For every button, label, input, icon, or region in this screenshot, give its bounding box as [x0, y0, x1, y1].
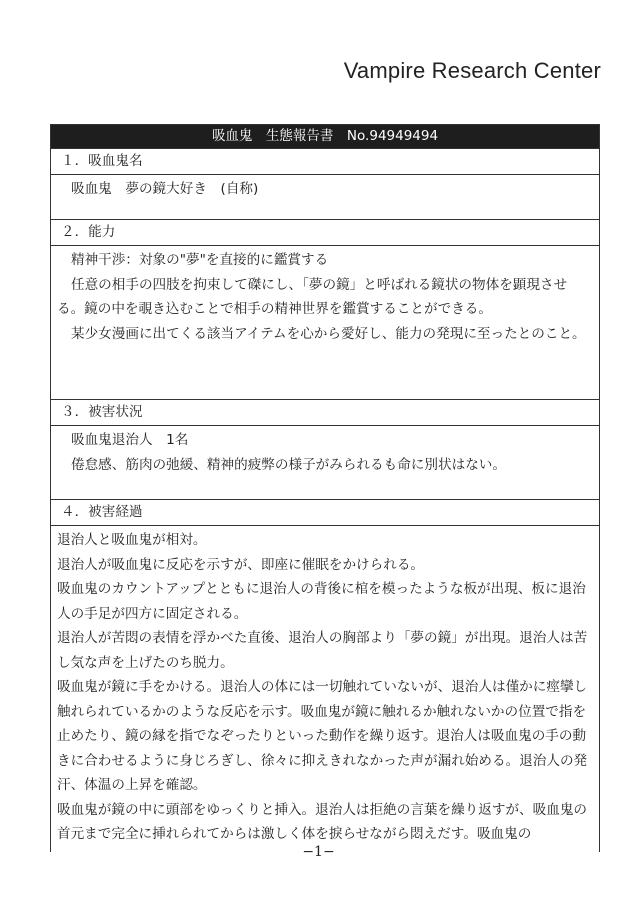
report-title: 吸血鬼 生態報告書 No.94949494 — [51, 125, 599, 148]
section-body-damage-status — [51, 426, 599, 499]
ability-line: 精神干渉：対象の"夢"を直接的に鑑賞する — [71, 252, 329, 268]
ability-paragraph: 某少女漫画に出てくる該当アイテムを心から愛好し、能力の発現に至ったとのこと。 — [71, 325, 586, 342]
damage-line: 倦怠感、筋肉の弛緩、精神的疲弊の様子がみられるも命に別状はない。 — [71, 456, 506, 473]
progress-paragraph: 退治人が苦悶の表情を浮かべた直後、退治人の胸部より「夢の鏡」が出現。退治人は苦し気な声を上げたのち脱力。 — [57, 630, 588, 671]
ability-paragraph: 任意の相手の四肢を拘束して磔にし、「夢の鏡」と呼ばれる鏡状の物体を顕現させる。鏡の中を覗き込むことで相手の精神世界を鑑賞することができる。 — [57, 276, 568, 317]
progress-paragraph: 退治人と吸血鬼が相対。 — [57, 532, 207, 548]
section-body-damage-progress — [51, 526, 599, 852]
section-body-vampire-name — [51, 175, 599, 219]
progress-paragraph: 吸血鬼が鏡の中に頭部をゆっくりと挿入。退治人は拒絶の言葉を繰り返すが、吸血鬼の首元まで完全に挿れられてからは激しく体を捩らせながら悶えだす。吸血鬼の — [57, 801, 588, 842]
section-heading-ability: ２．能力 — [51, 219, 599, 246]
report-form — [50, 124, 600, 852]
progress-paragraph: 吸血鬼のカウントアップとともに退治人の背後に棺を模ったような板が出現、板に退治人の手足が四方に固定される。 — [57, 581, 586, 622]
organization-name: Vampire Research Center — [343, 58, 601, 83]
section-body-ability — [51, 246, 599, 399]
section-heading-damage-status: ３．被害状況 — [51, 399, 599, 426]
section-heading-vampire-name: １．吸血鬼名 — [51, 148, 599, 175]
vampire-name-text: 吸血鬼 夢の鏡大好き (自称) — [71, 181, 259, 197]
section-heading-damage-progress: ４．被害経過 — [51, 499, 599, 526]
page-number: −1− — [302, 844, 335, 860]
damage-line: 吸血鬼退治人 1名 — [71, 432, 189, 448]
progress-paragraph: 吸血鬼が鏡に手をかける。退治人の体には一切触れていないが、退治人は僅かに痙攣し触れられているかのような反応を示す。吸血鬼が鏡に触れるか触れないかの位置で指を止めたり、鏡の縁を指でなぞったりといった動作を繰り返す。退治人は吸血鬼の手の動きに合わせるように身じろぎし、徐々に抑えきれなかった声が漏れ始める。退治人の発汗、体温の上昇を確認。 — [57, 679, 588, 793]
progress-paragraph: 退治人が吸血鬼に反応を示すが、即座に催眠をかけられる。 — [57, 556, 425, 573]
